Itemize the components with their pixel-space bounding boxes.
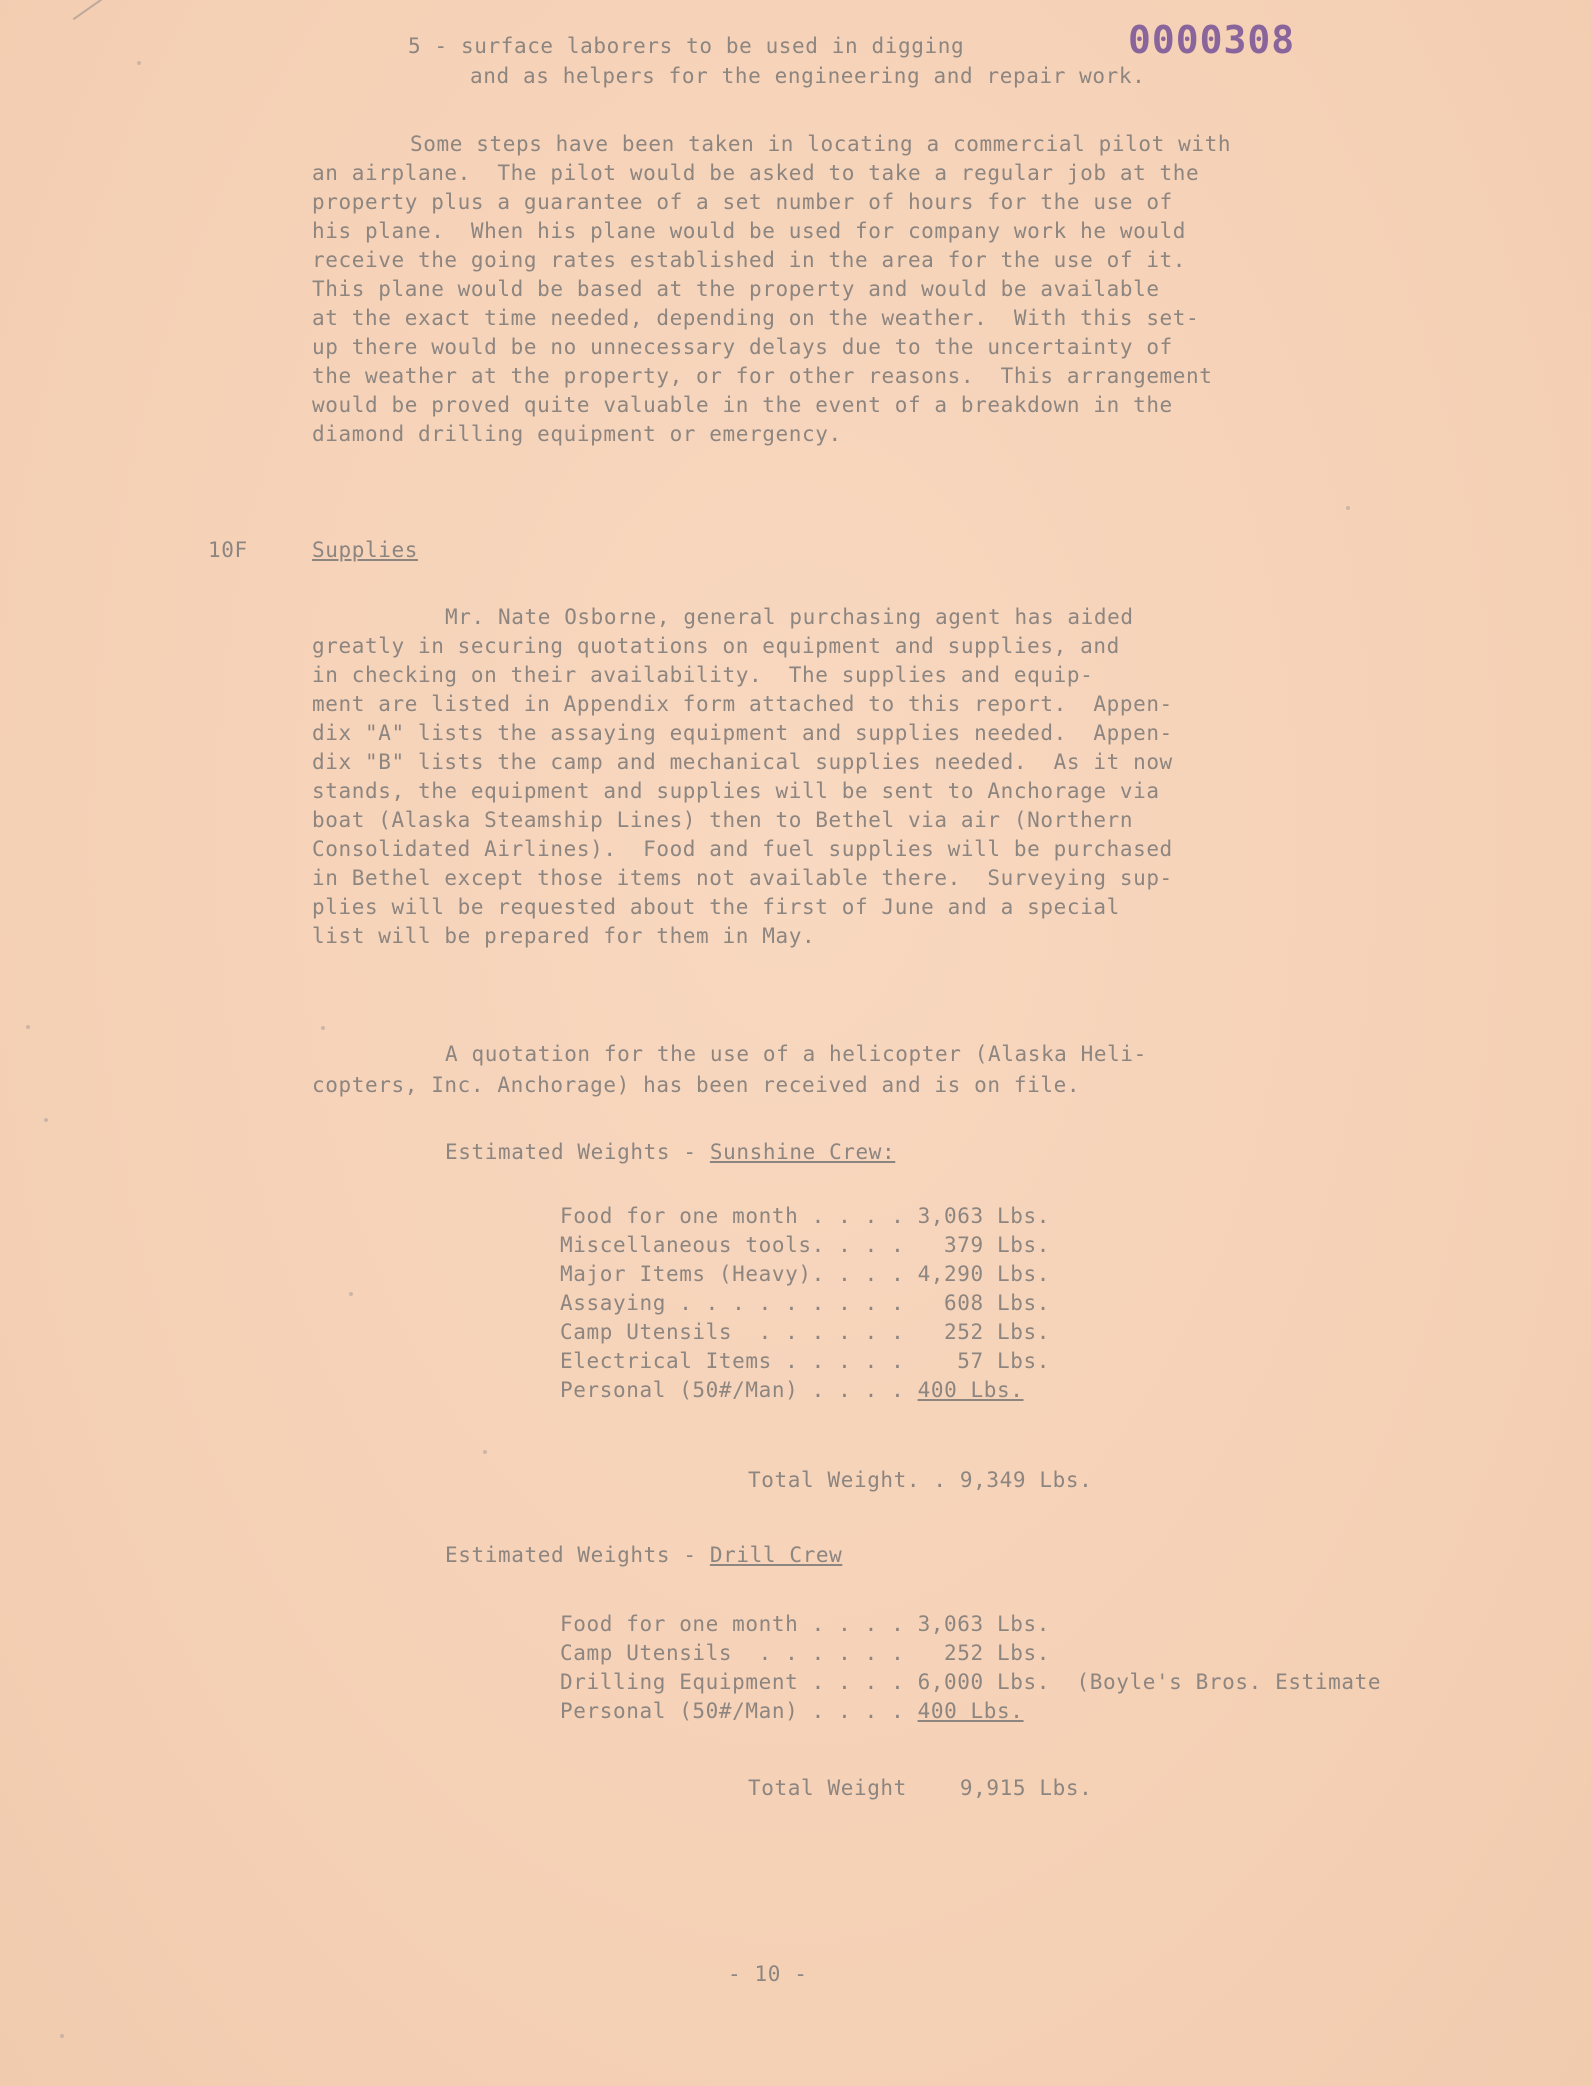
paragraph-line: Some steps have been taken in locating a commercial pilot with — [410, 132, 1232, 156]
weights-heading — [445, 1541, 842, 1570]
weight-row: Food for one month . . . . 3,063 Lbs. — [560, 1204, 1050, 1228]
paragraph-line: Consolidated Airlines). Food and fuel supplies will be purchased — [312, 837, 1173, 861]
paragraph-line: the weather at the property, or for other reasons. This arrangement — [312, 364, 1213, 388]
paragraph-line: diamond drilling equipment or emergency. — [312, 422, 842, 446]
total-weight: Total Weight. . 9,349 Lbs. — [748, 1468, 1093, 1492]
paper-speck — [321, 1026, 325, 1030]
weights-heading-crew: Sunshine Crew: — [709, 1140, 896, 1164]
weight-row: Miscellaneous tools. . . . 379 Lbs. — [560, 1233, 1050, 1257]
paragraph-line: in Bethel except those items not available there. Surveying sup- — [312, 866, 1173, 890]
paper-speck — [349, 1292, 353, 1296]
weight-row — [560, 1376, 1024, 1405]
paragraph-line: greatly in securing quotations on equipment and supplies, and — [312, 634, 1120, 658]
total-weight: Total Weight 9,915 Lbs. — [748, 1776, 1093, 1800]
weight-row-value: 400 Lbs. — [917, 1699, 1024, 1723]
weights-heading — [445, 1138, 895, 1167]
weight-row-value: 400 Lbs. — [917, 1378, 1024, 1402]
weight-row: Camp Utensils . . . . . . 252 Lbs. — [560, 1320, 1050, 1344]
paragraph-line: boat (Alaska Steamship Lines) then to Bethel via air (Northern — [312, 808, 1134, 832]
paragraph-line: his plane. When his plane would be used for company work he would — [312, 219, 1187, 243]
paragraph-line: ment are listed in Appendix form attached to this report. Appen- — [312, 692, 1173, 716]
document-number-stamp: 0000308 — [1128, 18, 1296, 62]
paragraph-line: list will be prepared for them in May. — [312, 924, 816, 948]
paper-speck — [44, 1118, 48, 1122]
paragraph-line: A quotation for the use of a helicopter (Alaska Heli- — [445, 1042, 1147, 1066]
weights-heading-prefix: Estimated Weights - — [445, 1543, 710, 1567]
paragraph-line: an airplane. The pilot would be asked to take a regular job at the — [312, 161, 1200, 185]
weights-heading-crew: Drill Crew — [709, 1543, 843, 1567]
weight-row: Electrical Items . . . . . 57 Lbs. — [560, 1349, 1050, 1373]
paragraph-line: dix "A" lists the assaying equipment and supplies needed. Appen- — [312, 721, 1173, 745]
paper-speck — [60, 2034, 64, 2038]
paragraph-line: Mr. Nate Osborne, general purchasing agent has aided — [445, 605, 1134, 629]
section-number: 10F — [208, 538, 248, 562]
weights-heading-prefix: Estimated Weights - — [445, 1140, 710, 1164]
weight-row: Drilling Equipment . . . . 6,000 Lbs. (Boyle's Bros. Estimate — [560, 1670, 1382, 1694]
paragraph-line: up there would be no unnecessary delays due to the uncertainty of — [312, 335, 1173, 359]
weight-row-label: Personal (50#/Man) . . . . — [560, 1699, 905, 1723]
paragraph-line: at the exact time needed, depending on the weather. With this set- — [312, 306, 1200, 330]
paragraph-line: This plane would be based at the property and would be available — [312, 277, 1160, 301]
paragraph-line: dix "B" lists the camp and mechanical supplies needed. As it now — [312, 750, 1173, 774]
weight-row: Assaying . . . . . . . . . 608 Lbs. — [560, 1291, 1050, 1315]
weight-row — [560, 1697, 1024, 1726]
page-number: - 10 - — [728, 1962, 808, 1986]
weight-row-label: Personal (50#/Man) . . . . — [560, 1378, 905, 1402]
weight-row: Major Items (Heavy). . . . 4,290 Lbs. — [560, 1262, 1050, 1286]
intro-line-2: and as helpers for the engineering and repair work. — [470, 64, 1146, 88]
paper-speck — [26, 1025, 30, 1029]
section-title: Supplies — [312, 538, 418, 562]
paper-speck — [1346, 506, 1350, 510]
paper-speck — [483, 1450, 487, 1454]
intro-line-1: 5 - surface laborers to be used in digging — [408, 34, 965, 58]
paragraph-line: property plus a guarantee of a set number of hours for the use of — [312, 190, 1173, 214]
weight-row: Food for one month . . . . 3,063 Lbs. — [560, 1612, 1050, 1636]
paragraph-line: receive the going rates established in the area for the use of it. — [312, 248, 1187, 272]
paragraph-line: in checking on their availability. The supplies and equip- — [312, 663, 1094, 687]
paper-speck — [137, 61, 141, 65]
paragraph-line: plies will be requested about the first of June and a special — [312, 895, 1120, 919]
paragraph-line: copters, Inc. Anchorage) has been received and is on file. — [312, 1073, 1081, 1097]
paragraph-line: would be proved quite valuable in the event of a breakdown in the — [312, 393, 1173, 417]
paragraph-line: stands, the equipment and supplies will be sent to Anchorage via — [312, 779, 1160, 803]
weight-row: Camp Utensils . . . . . . 252 Lbs. — [560, 1641, 1050, 1665]
pencil-mark — [73, 0, 104, 20]
